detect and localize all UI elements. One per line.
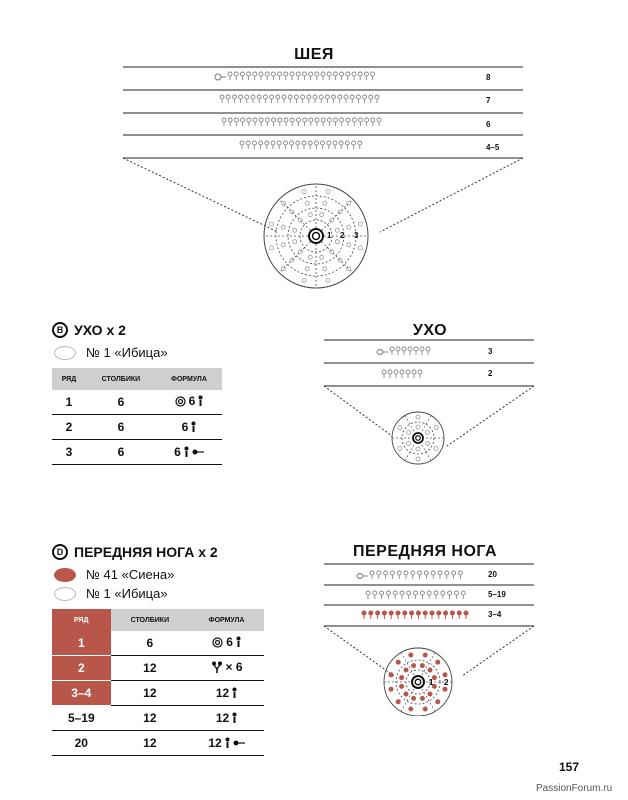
column-header: СТОЛБИКИ	[86, 368, 156, 390]
stitches-cell: 6	[86, 415, 156, 440]
stitches-cell: 12	[111, 681, 190, 706]
magic-ring-icon	[212, 637, 223, 648]
front-leg-pattern-table	[52, 609, 264, 756]
front-leg-section-heading	[52, 544, 218, 560]
single-crochet-icon	[236, 636, 241, 648]
column-header: ФОРМУЛА	[189, 609, 264, 631]
slip-stitch-icon	[192, 448, 204, 456]
table-row	[52, 731, 264, 756]
front-leg-row-label: 5–19	[488, 590, 506, 599]
neck-ring-label: 3	[354, 231, 359, 240]
ear-row-label: 2	[488, 369, 493, 378]
formula-count: 12	[208, 736, 222, 750]
front-leg-ring-label: 2	[444, 678, 449, 687]
row-cell: 3	[52, 440, 86, 465]
neck-row-label: 8	[486, 73, 491, 82]
yarn-item	[54, 586, 168, 601]
front-leg-round-chart	[384, 648, 452, 716]
ear-section-title: УХО x 2	[74, 322, 126, 338]
formula-count: 6	[174, 445, 181, 459]
table-row	[52, 631, 264, 656]
column-header: РЯД	[52, 609, 111, 631]
table-row	[52, 440, 222, 465]
column-header: ФОРМУЛА	[156, 368, 222, 390]
neck-row-label: 7	[486, 96, 491, 105]
table-row	[52, 656, 264, 681]
stitches-cell: 6	[86, 390, 156, 415]
formula-count: 6	[188, 394, 196, 409]
single-crochet-icon	[184, 446, 189, 458]
yarn-label: № 1 «Ибица»	[86, 345, 168, 360]
yarn-swatch-white	[54, 587, 76, 601]
front-leg-diagram	[322, 558, 538, 716]
ear-diagram-title: УХО	[412, 322, 448, 339]
row-cell: 2	[52, 656, 111, 681]
single-crochet-icon	[198, 395, 203, 407]
formula-count: 12	[215, 711, 230, 725]
formula-cell	[156, 390, 222, 415]
row-cell: 5–19	[52, 706, 111, 731]
stitches-cell: 6	[86, 440, 156, 465]
formula-cell	[156, 440, 222, 465]
magic-ring-icon	[175, 396, 186, 407]
neck-row-label: 6	[486, 120, 491, 129]
ear-row-label: 3	[488, 347, 493, 356]
section-badge: D	[52, 544, 68, 560]
neck-diagram	[118, 62, 538, 302]
neck-row-label: 4–5	[486, 143, 500, 152]
formula-count: × 6	[225, 660, 243, 674]
stitches-cell: 12	[111, 731, 190, 756]
formula-count: 6	[181, 420, 189, 434]
increase-icon	[211, 661, 223, 673]
table-row	[52, 415, 222, 440]
formula-cell	[189, 681, 264, 706]
watermark: PassionForum.ru	[536, 783, 613, 794]
row-cell: 3–4	[52, 681, 111, 706]
yarn-swatch-red	[54, 568, 76, 582]
stitches-cell: 12	[111, 656, 190, 681]
neck-ring-label: 1	[327, 231, 332, 240]
front-leg-ring-label: 1	[429, 678, 434, 687]
yarn-item	[54, 345, 168, 360]
ear-round-chart	[392, 412, 444, 464]
yarn-item	[54, 567, 174, 582]
neck-row-8-stitches	[215, 74, 226, 80]
ear-pattern-table	[52, 368, 222, 465]
stitches-cell: 12	[111, 706, 190, 731]
neck-round-chart	[264, 184, 368, 288]
ear-diagram	[322, 336, 538, 466]
ear-section-heading	[52, 322, 126, 338]
row-cell: 20	[52, 731, 111, 756]
formula-cell	[189, 631, 264, 656]
yarn-swatch-white	[54, 346, 76, 360]
row-cell: 1	[52, 390, 86, 415]
formula-count: 12	[215, 686, 230, 700]
formula-cell	[156, 415, 222, 440]
table-row	[52, 706, 264, 731]
neck-diagram-title: ШЕЯ	[294, 46, 334, 63]
single-crochet-icon	[232, 712, 237, 724]
row-cell: 1	[52, 631, 111, 656]
section-badge: B	[52, 322, 68, 338]
single-crochet-icon	[191, 421, 196, 433]
stitches-cell: 6	[111, 631, 190, 656]
yarn-label: № 1 «Ибица»	[86, 586, 168, 601]
yarn-label: № 41 «Сиена»	[86, 567, 175, 582]
page-number: 157	[559, 760, 580, 774]
slip-stitch-icon	[233, 739, 245, 747]
single-crochet-icon	[232, 687, 237, 699]
formula-cell	[189, 706, 264, 731]
row-cell: 2	[52, 415, 86, 440]
formula-cell	[189, 731, 264, 756]
column-header: СТОЛБИКИ	[111, 609, 190, 631]
single-crochet-icon	[225, 737, 230, 749]
front-leg-row-label: 20	[488, 570, 497, 579]
table-row	[52, 681, 264, 706]
formula-count: 6	[226, 635, 233, 650]
front-leg-diagram-title: ПЕРЕДНЯЯ НОГА	[352, 543, 498, 560]
formula-cell	[189, 656, 264, 681]
column-header: РЯД	[52, 368, 86, 390]
table-row	[52, 390, 222, 415]
front-leg-section-title: ПЕРЕДНЯЯ НОГА x 2	[74, 544, 218, 560]
front-leg-row-label: 3–4	[488, 610, 502, 619]
neck-ring-label: 2	[340, 231, 345, 240]
